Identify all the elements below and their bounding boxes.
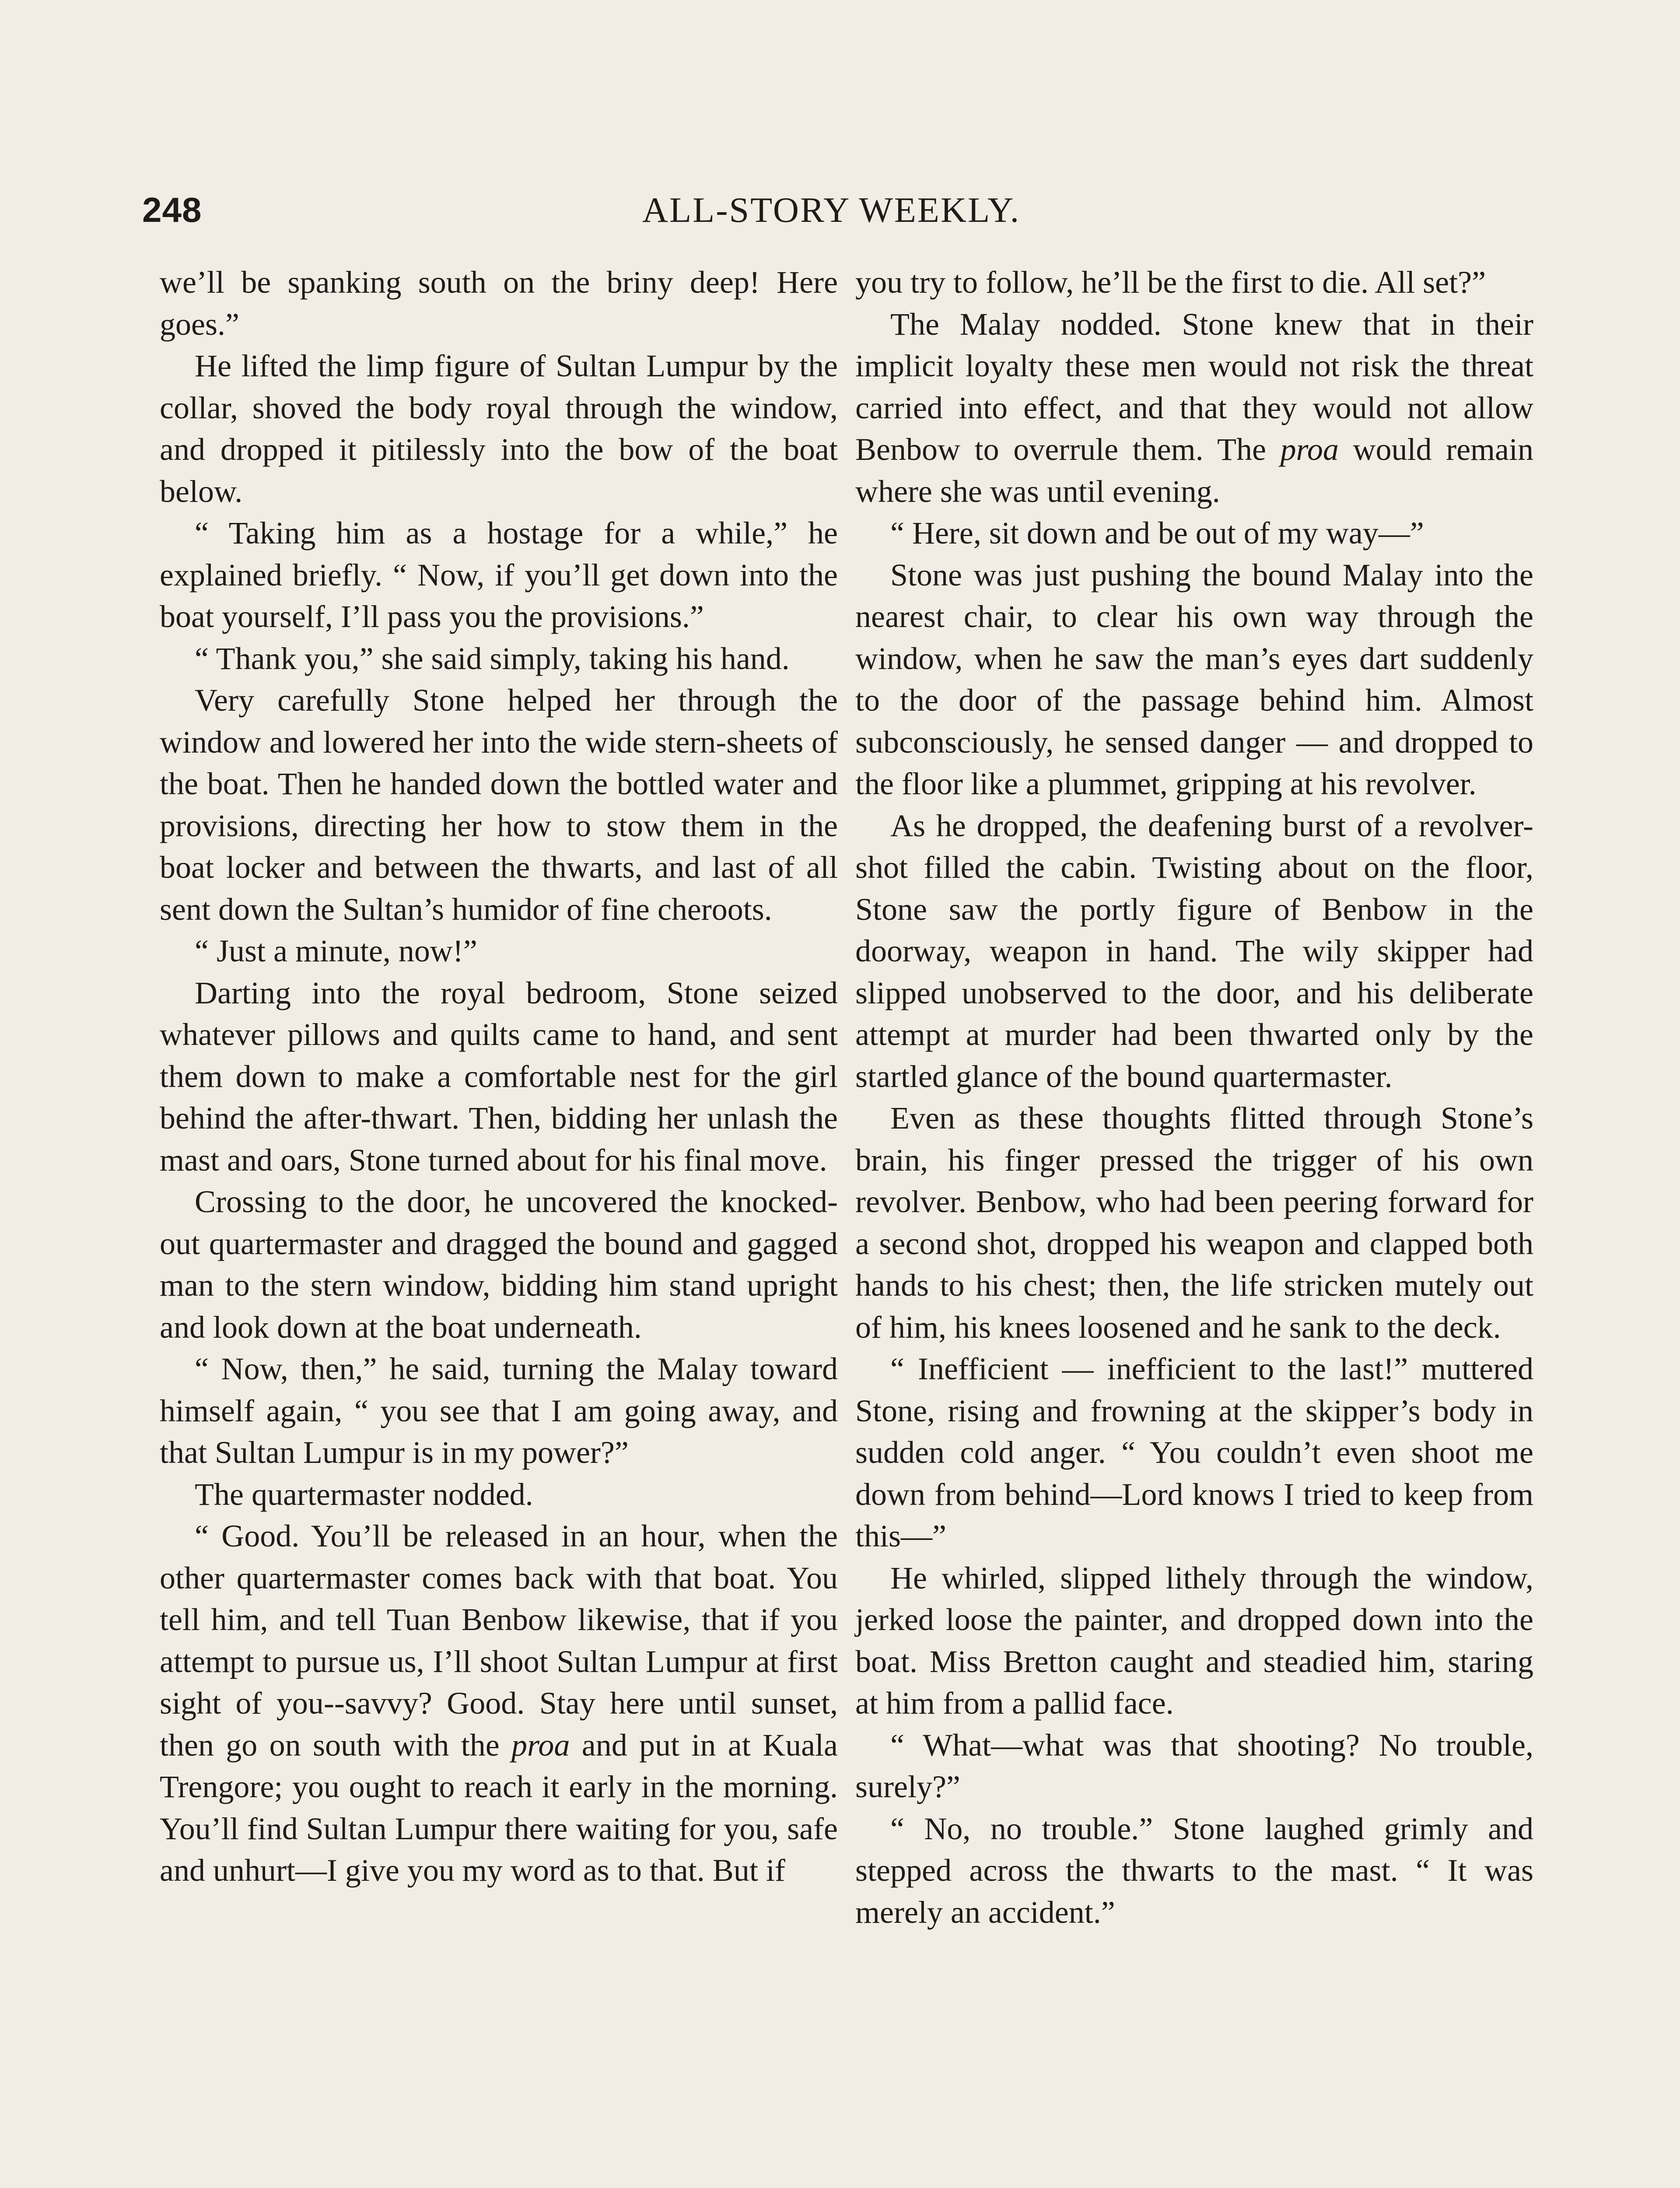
paragraph: “ Just a minute, now!” <box>195 933 477 968</box>
paragraph: “ Here, sit down and be out of my way—” <box>890 515 1424 551</box>
paragraph <box>855 304 1533 513</box>
paragraph: “ Thank you,” she said simply, taking his hand. <box>195 641 790 676</box>
left-column <box>160 262 838 1892</box>
paragraph: “ Now, then,” he said, turning the Malay toward himself again, “ you see that I am going away, and that Sultan Lumpur is in my power?” <box>160 1351 838 1470</box>
page-header <box>0 182 1680 238</box>
page-number: 248 <box>142 190 202 229</box>
paragraph: Very carefully Stone helped her through the window and lowered her into the wide stern-sheets of the boat. Then he handed down the bottled water and provisions, directing her how to stow them in the boat locker and between the thwarts, and last of all sent down the Sultan’s humidor of fine cheroots. <box>160 683 838 927</box>
paragraph: “ Taking him as a hostage for a while,” he explained briefly. “ Now, if you’ll get down into the boat yourself, I’ll pass you the provisions.” <box>160 515 838 634</box>
paragraph: Even as these thoughts flitted through Stone’s brain, his finger pressed the trigger of his own revolver. Benbow, who had been peering forward for a second shot, dropped his weapon and clapped both hands to his chest; then, the life stricken mutely out of him, his knees loosened and he sank to the deck. <box>855 1101 1533 1345</box>
running-title: ALL-STORY WEEKLY. <box>642 190 1021 230</box>
paragraph: He lifted the limp figure of Sultan Lumpur by the collar, shoved the body royal through the window, and dropped it pitilessly into the bow of the boat below. <box>160 348 838 509</box>
paragraph: Crossing to the door, he uncovered the knocked-out quartermaster and dragged the bound and gagged man to the stern window, bidding him stand upright and look down at the boat underneath. <box>160 1184 838 1345</box>
italic-word: proa <box>511 1727 570 1763</box>
paragraph: “ What—what was that shooting? No trouble, surely?” <box>855 1727 1533 1804</box>
paragraph-text: and put in at Kuala Trengore; you ought to reach it early in the morning. You’ll find Sultan Lumpur there waiting for you, safe and unhurt—I give you my word as to that. But if <box>160 1727 838 1888</box>
paragraph: Stone was just pushing the bound Malay into the nearest chair, to clear his own way through the window, when he saw the man’s eyes dart suddenly to the door of the passage behind him. Almost subconsciously, he sensed danger — and dropped to the floor like a plummet, gripping at his revolver. <box>855 557 1533 801</box>
paragraph: “ No, no trouble.” Stone laughed grimly and stepped across the thwarts to the mast. “ It was merely an accident.” <box>855 1811 1533 1930</box>
paragraph-text: would remain where she was until evening. <box>855 432 1533 509</box>
paragraph-text: “ Good. You’ll be released in an hour, when the other quartermaster comes back with that boat. You tell him, and tell Tuan Benbow likewise, that if you attempt to pursue us, I’ll shoot Sultan Lumpur at first sight of you--savvy? Good. Stay here until sunset, then go on south with the <box>160 1518 838 1763</box>
paragraph-text: The Malay nodded. Stone knew that in their implicit loyalty these men would not risk the threat carried into effect, and that they would not allow Benbow to overrule them. The <box>855 306 1533 467</box>
paragraph: Darting into the royal bedroom, Stone seized whatever pillows and quilts came to hand, and sent them down to make a comfortable nest for the girl behind the after-thwart. Then, bidding her unlash the mast and oars, Stone turned about for his final move. <box>160 975 838 1178</box>
paragraph: “ Inefficient — inefficient to the last!” muttered Stone, rising and frowning at the skipper’s body in sudden cold anger. “ You couldn’t even shoot me down from behind—Lord knows I tried to keep from this—” <box>855 1351 1533 1553</box>
italic-word: proa <box>1280 432 1339 467</box>
paragraph: The quartermaster nodded. <box>195 1476 533 1512</box>
right-column <box>855 262 1533 1933</box>
paragraph <box>160 1515 838 1892</box>
paragraph: He whirled, slipped lithely through the window, jerked loose the painter, and dropped down into the boat. Miss Bretton caught and steadied him, staring at him from a pallid face. <box>855 1560 1533 1721</box>
paragraph: As he dropped, the deafening burst of a revolver-shot filled the cabin. Twisting about on the floor, Stone saw the portly figure of Benbow in the doorway, weapon in hand. The wily skipper had slipped unobserved to the door, and his deliberate attempt at murder had been thwarted only by the startled glance of the bound quartermaster. <box>855 808 1533 1094</box>
paragraph: we’ll be spanking south on the briny deep! Here goes.” <box>160 265 838 342</box>
paragraph: you try to follow, he’ll be the first to die. All set?” <box>855 265 1486 300</box>
